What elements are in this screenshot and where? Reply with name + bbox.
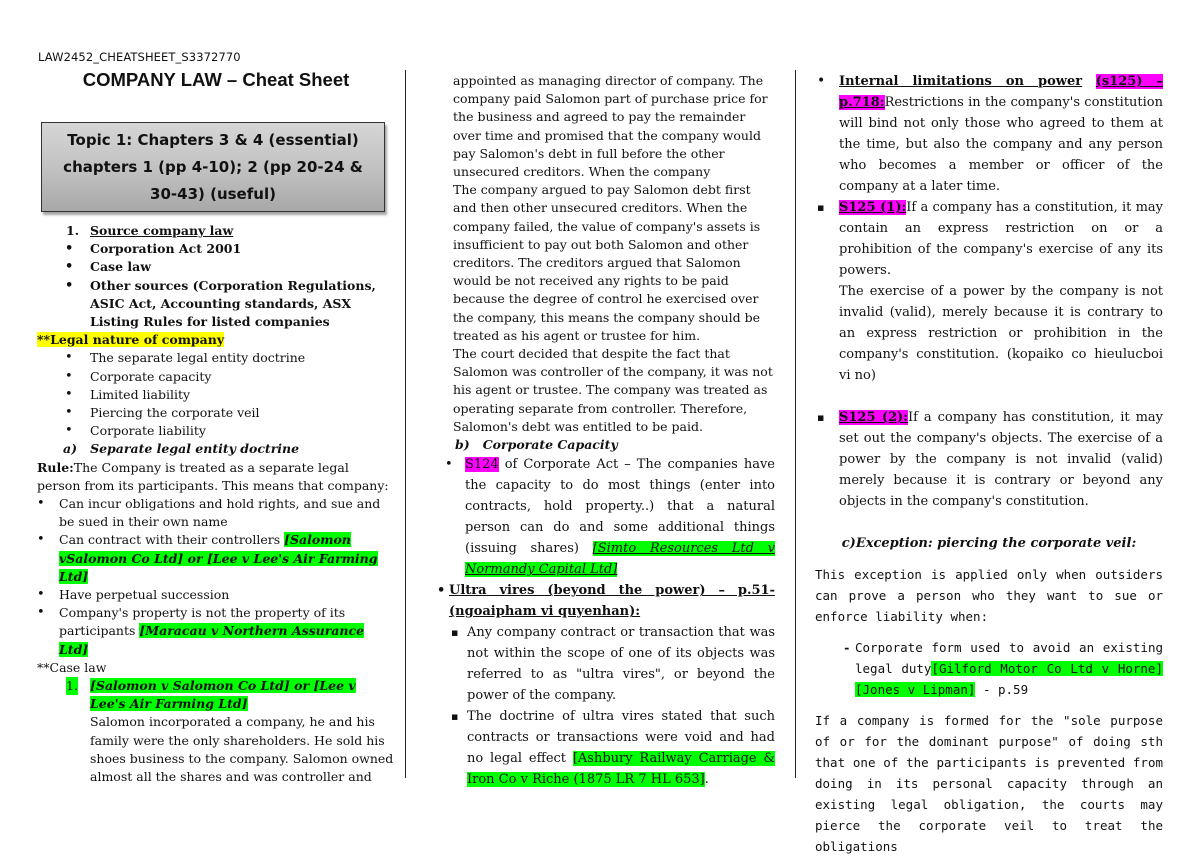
- column-2: [437, 72, 775, 790]
- exception-paragraph: This exception is applied only when outsiders can prove a person who they want to sue or enforce liability when:: [815, 567, 1163, 624]
- s125-1-item: [815, 197, 1163, 386]
- file-name: LAW2452_CHEATSHEET_S3372770: [38, 50, 241, 64]
- spacer: [815, 512, 1163, 533]
- salomon-argument-paragraph: The company argued to pay Salomon debt first and then other unsecured creditors. When the company failed, the value of company's assets is insufficient to pay out both Salomon and other creditors. The creditors argued that Salomon would be not received any rights to be paid because the degree of control he exercised over the company, this means the company should be treated as his agent or trustee for him.: [453, 182, 761, 343]
- bullet-icon: •: [445, 457, 453, 473]
- case-citation: [Jones v Lipman]: [855, 682, 976, 697]
- list-item: [37, 495, 395, 531]
- spacer: [815, 554, 1163, 564]
- ultra-vires-items: [437, 622, 775, 790]
- column-1: [37, 50, 395, 786]
- section-ref: S125 (1):: [839, 200, 907, 215]
- ultra-vires-text: The doctrine of ultra vires stated that such contracts or transactions were void and had no legal effect: [467, 709, 775, 767]
- case-law-heading: **Case law: [37, 659, 107, 675]
- s125-1-text-2: The exercise of a power by the company is not invalid (valid), merely because it is contrary to an express restriction or prohibition in the company's constitution. (kopaiko co hieulucboi vi no): [839, 284, 1163, 383]
- list-item: • Case law: [37, 258, 395, 276]
- list-item: [437, 622, 775, 706]
- salomon-paragraph-cont: appointed as managing director of company. The company paid Salomon part of purchase price for the business and agreed to pay the remainder over time and promised that the company would pay Salomon's debt in full before the other unsecured creditors. When the company: [453, 73, 768, 180]
- list-number: 1.: [66, 677, 78, 695]
- source-heading: Source company law: [90, 223, 234, 238]
- s125-2-text: If a company has constitution, it may set out the company's objects. The exercise of a power by the company is not invalid (valid) merely because it is contrary or beyond any objects in the company's constitution.: [839, 410, 1164, 509]
- case-citation: [Gilford Motor Co Ltd v Horne]: [931, 661, 1163, 676]
- page-ref: - p.59: [975, 682, 1029, 697]
- rule-text: The Company is treated as a separate legal person from its participants. This means that company:: [37, 459, 389, 493]
- ultra-vires-heading: [437, 580, 775, 622]
- internal-limitations-heading: Internal limitations on power: [839, 74, 1083, 89]
- ultra-vires-text: Any company contract or transaction that was not within the scope of one of its objects was referred to as "ultra vires", or beyond the power of the company.: [467, 625, 775, 704]
- case-law-list: [37, 677, 395, 713]
- column-3: [815, 71, 1163, 857]
- salomon-paragraph: Salomon incorporated a company, he and his family were the only shareholders. He sold his shoes business to the company. Salomon owned almost all the shares and was controller and: [90, 714, 394, 785]
- document-title: COMPANY LAW – Cheat Sheet: [82, 69, 350, 90]
- subheading-c: [815, 533, 1163, 554]
- legal-nature-heading-text: **Legal nature of company: [37, 332, 225, 348]
- section-ref: (s125) – p.718:: [839, 74, 1163, 110]
- dash-item-text: Corporate form used to avoid an existing legal duty: [855, 640, 1163, 676]
- list-item: • Piercing the corporate veil: [37, 404, 395, 422]
- case-citation: [Simto Resources Ltd v Normandy Capital Ltd]: [465, 541, 775, 578]
- list-item: [437, 706, 775, 790]
- rule-label: Rule:: [37, 459, 74, 475]
- s124-text: of Corporate Act – The companies have the capacity to do most things (enter into contracts, hold property..) that a natural person can do and some additional things (issuing shares): [465, 457, 775, 557]
- case-citation: [Maracau v Northern Assurance Ltd]: [59, 623, 365, 657]
- exception-dash-item: [815, 637, 1163, 700]
- rule-item-text: Company's property is not the property of its participants: [59, 605, 346, 639]
- final-paragraph: If a company is formed for the "sole purpose of or for the dominant purpose" of doing sth that one of the participants is prevented from doing in its personal capacity through an existing legal obligation, the courts may pierce the corporate veil to treat the obligations: [815, 713, 1163, 854]
- list-item: [37, 677, 395, 713]
- s125-2-item: [815, 407, 1163, 512]
- topic-box-text: Topic 1: Chapters 3 & 4 (essential) chapters 1 (pp 4-10); 2 (pp 20-24 & 30-43) (useful): [63, 130, 363, 203]
- rule-paragraph: [37, 459, 395, 495]
- list-item: • Corporation Act 2001: [37, 240, 395, 258]
- court-decision-paragraph: The court decided that despite the fact that Salomon was controller of the company, it was not his agent or trustee. The company was treated as operating separate from controller. Therefore, Salomon's debt was entitled to be paid.: [453, 346, 773, 434]
- rule-items: [37, 495, 395, 659]
- case-citation: [Salomon v Salomon Co Ltd] or [Lee v Lee's Air Farming Ltd]: [90, 678, 356, 712]
- column-divider-right: [795, 70, 796, 778]
- subheading-c-text: c)Exception: piercing the corporate veil:: [841, 536, 1137, 551]
- spacer: [815, 627, 1163, 637]
- ultra-vires-heading-text: Ultra vires (beyond the power) – p.51- (ngoaipham vi quyenhan):: [449, 583, 775, 620]
- case-citation: [Salomon vSalomon Co Ltd] or [Lee v Lee's Air Farming Ltd]: [59, 532, 378, 584]
- s125-1-text: If a company has a constitution, it may contain an express restriction on or a prohibition of the company's exercise of any its powers.: [839, 200, 1163, 278]
- subheading-a: a) Separate legal entity doctrine: [63, 441, 300, 457]
- section-ref: S124: [465, 457, 499, 473]
- case-citation: [Ashbury Railway Carriage & Iron Co v Riche (1875 LR 7 HL 653]: [467, 751, 775, 788]
- list-item: [37, 222, 395, 240]
- spacer: [815, 386, 1163, 407]
- list-number: 1.: [66, 223, 80, 238]
- subheading-b: b) Corporate Capacity: [455, 437, 618, 453]
- rule-item-text: Can contract with their controllers: [59, 532, 285, 548]
- spacer: [815, 700, 1163, 710]
- rule-item-text: Can incur obligations and hold rights, and sue and be sued in their own name: [59, 496, 381, 530]
- list-item: [37, 604, 395, 659]
- section-ref: S125 (2):: [839, 410, 909, 425]
- list-item: [37, 531, 395, 586]
- bullet-icon: •: [437, 583, 446, 599]
- column-divider-left: [405, 70, 406, 778]
- internal-limitations-text: Restrictions in the company's constitution will bind not only those who agreed to them at the time, but also the company and any person who becomes a member or officer of the company at a later time.: [839, 95, 1163, 194]
- topic-box: [41, 122, 385, 212]
- list-item: • Other sources (Corporation Regulations, ASIC Act, Accounting standards, ASX Listing Rules for listed companies: [37, 277, 395, 332]
- list-item: • Corporate liability: [37, 422, 395, 440]
- s124-item: [445, 454, 775, 580]
- sentence-end: .: [704, 772, 709, 788]
- list-item: • Limited liability: [37, 386, 395, 404]
- list-item: • The separate legal entity doctrine: [37, 349, 395, 367]
- source-list: [37, 222, 395, 240]
- legal-nature-items: [37, 349, 395, 440]
- source-items: [37, 240, 395, 331]
- legal-nature-heading: [37, 331, 395, 349]
- rule-item-text: Have perpetual succession: [59, 587, 230, 603]
- internal-limitations-item: [815, 71, 1163, 197]
- list-item: • Corporate capacity: [37, 368, 395, 386]
- list-item: [37, 586, 395, 604]
